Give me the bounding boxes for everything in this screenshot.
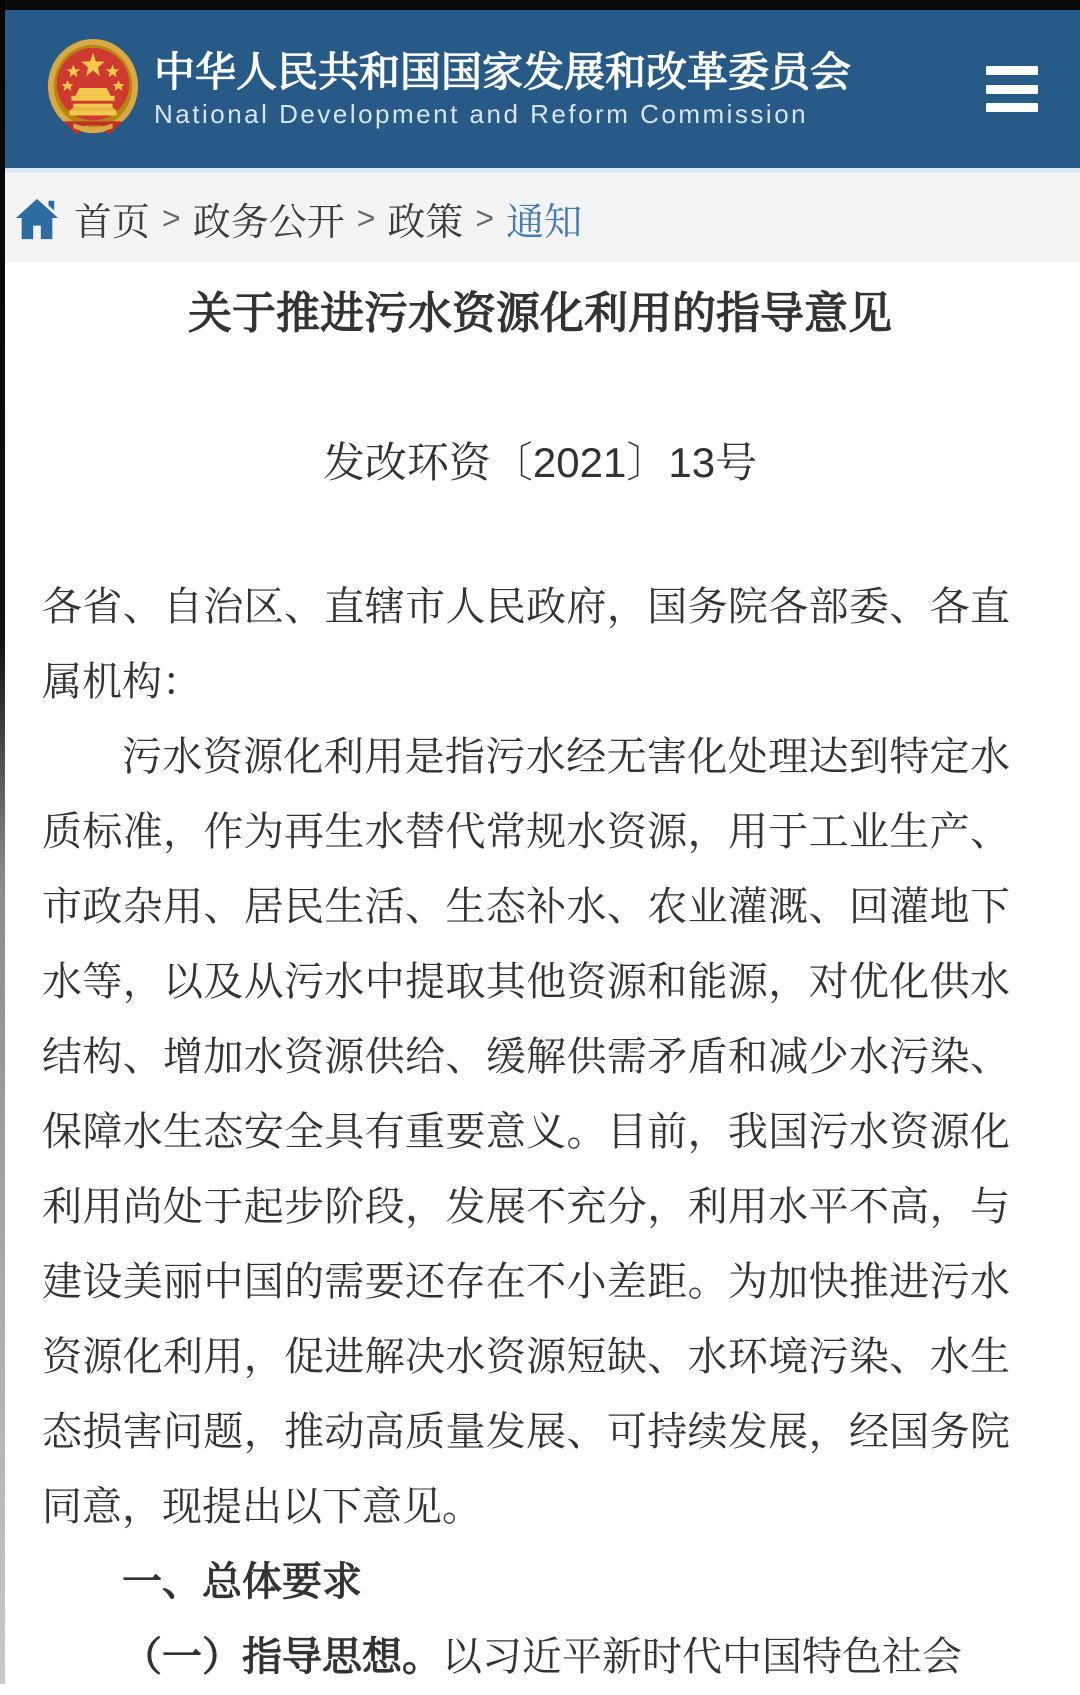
- document-number: 发改环资〔2021〕13号: [322, 439, 758, 486]
- subsection-text: 以习近平新时代中国特色社会: [442, 1635, 962, 1679]
- breadcrumb-item-gov-info[interactable]: 政务公开: [192, 201, 345, 244]
- breadcrumb-separator: >: [475, 199, 495, 236]
- breadcrumb-item-policy[interactable]: 政策: [387, 201, 464, 244]
- screen-left-edge: [0, 0, 5, 1684]
- breadcrumb-item-home[interactable]: 首页: [74, 201, 151, 244]
- home-icon[interactable]: [14, 196, 60, 240]
- menu-icon[interactable]: [986, 66, 1038, 112]
- org-names: [154, 49, 986, 129]
- body-paragraph-1: 污水资源化利用是指污水经无害化处理达到特定水质标准，作为再生水替代常规水资源，用于工业生产、市政杂用、居民生活、生态补水、农业灌溉、回灌地下水等，以及从污水中提取其他资源和能源，对优化供水结构、增加水资源供给、缓解供需矛盾和减少水污染、保障水生态安全具有重要意义。目前，我国污水资源化利用尚处于起步阶段，发展不充分，利用水平不高，与建设美丽中国的需要还存在不小差距。为加快推进污水资源化利用，促进解决水资源短缺、水环境污染、水生态损害问题，推动高质量发展、可持续发展，经国务院同意，现提出以下意见。: [42, 735, 1010, 1529]
- breadcrumb-item-notice-current[interactable]: 通知: [506, 201, 583, 244]
- org-name-en: National Development and Reform Commission: [154, 99, 809, 129]
- national-emblem-logo[interactable]: [44, 35, 142, 143]
- breadcrumb-separator: >: [162, 199, 181, 236]
- subsection-label: （一）指导思想。: [122, 1635, 442, 1679]
- site-header: [0, 10, 1080, 168]
- breadcrumb-separator: >: [356, 199, 376, 236]
- section-heading-1: 一、总体要求: [122, 1560, 362, 1604]
- org-name-zh: 中华人民共和国国家发展和改革委员会: [154, 49, 851, 95]
- document-main: [0, 263, 1080, 1695]
- screen-top-edge: [0, 0, 1080, 10]
- document-body: [0, 570, 1080, 1695]
- breadcrumb: [0, 173, 1080, 263]
- salutation-paragraph: 各省、自治区、直辖市人民政府，国务院各部委、各直属机构：: [42, 585, 1010, 704]
- document-title: 关于推进污水资源化利用的指导意见: [188, 289, 892, 338]
